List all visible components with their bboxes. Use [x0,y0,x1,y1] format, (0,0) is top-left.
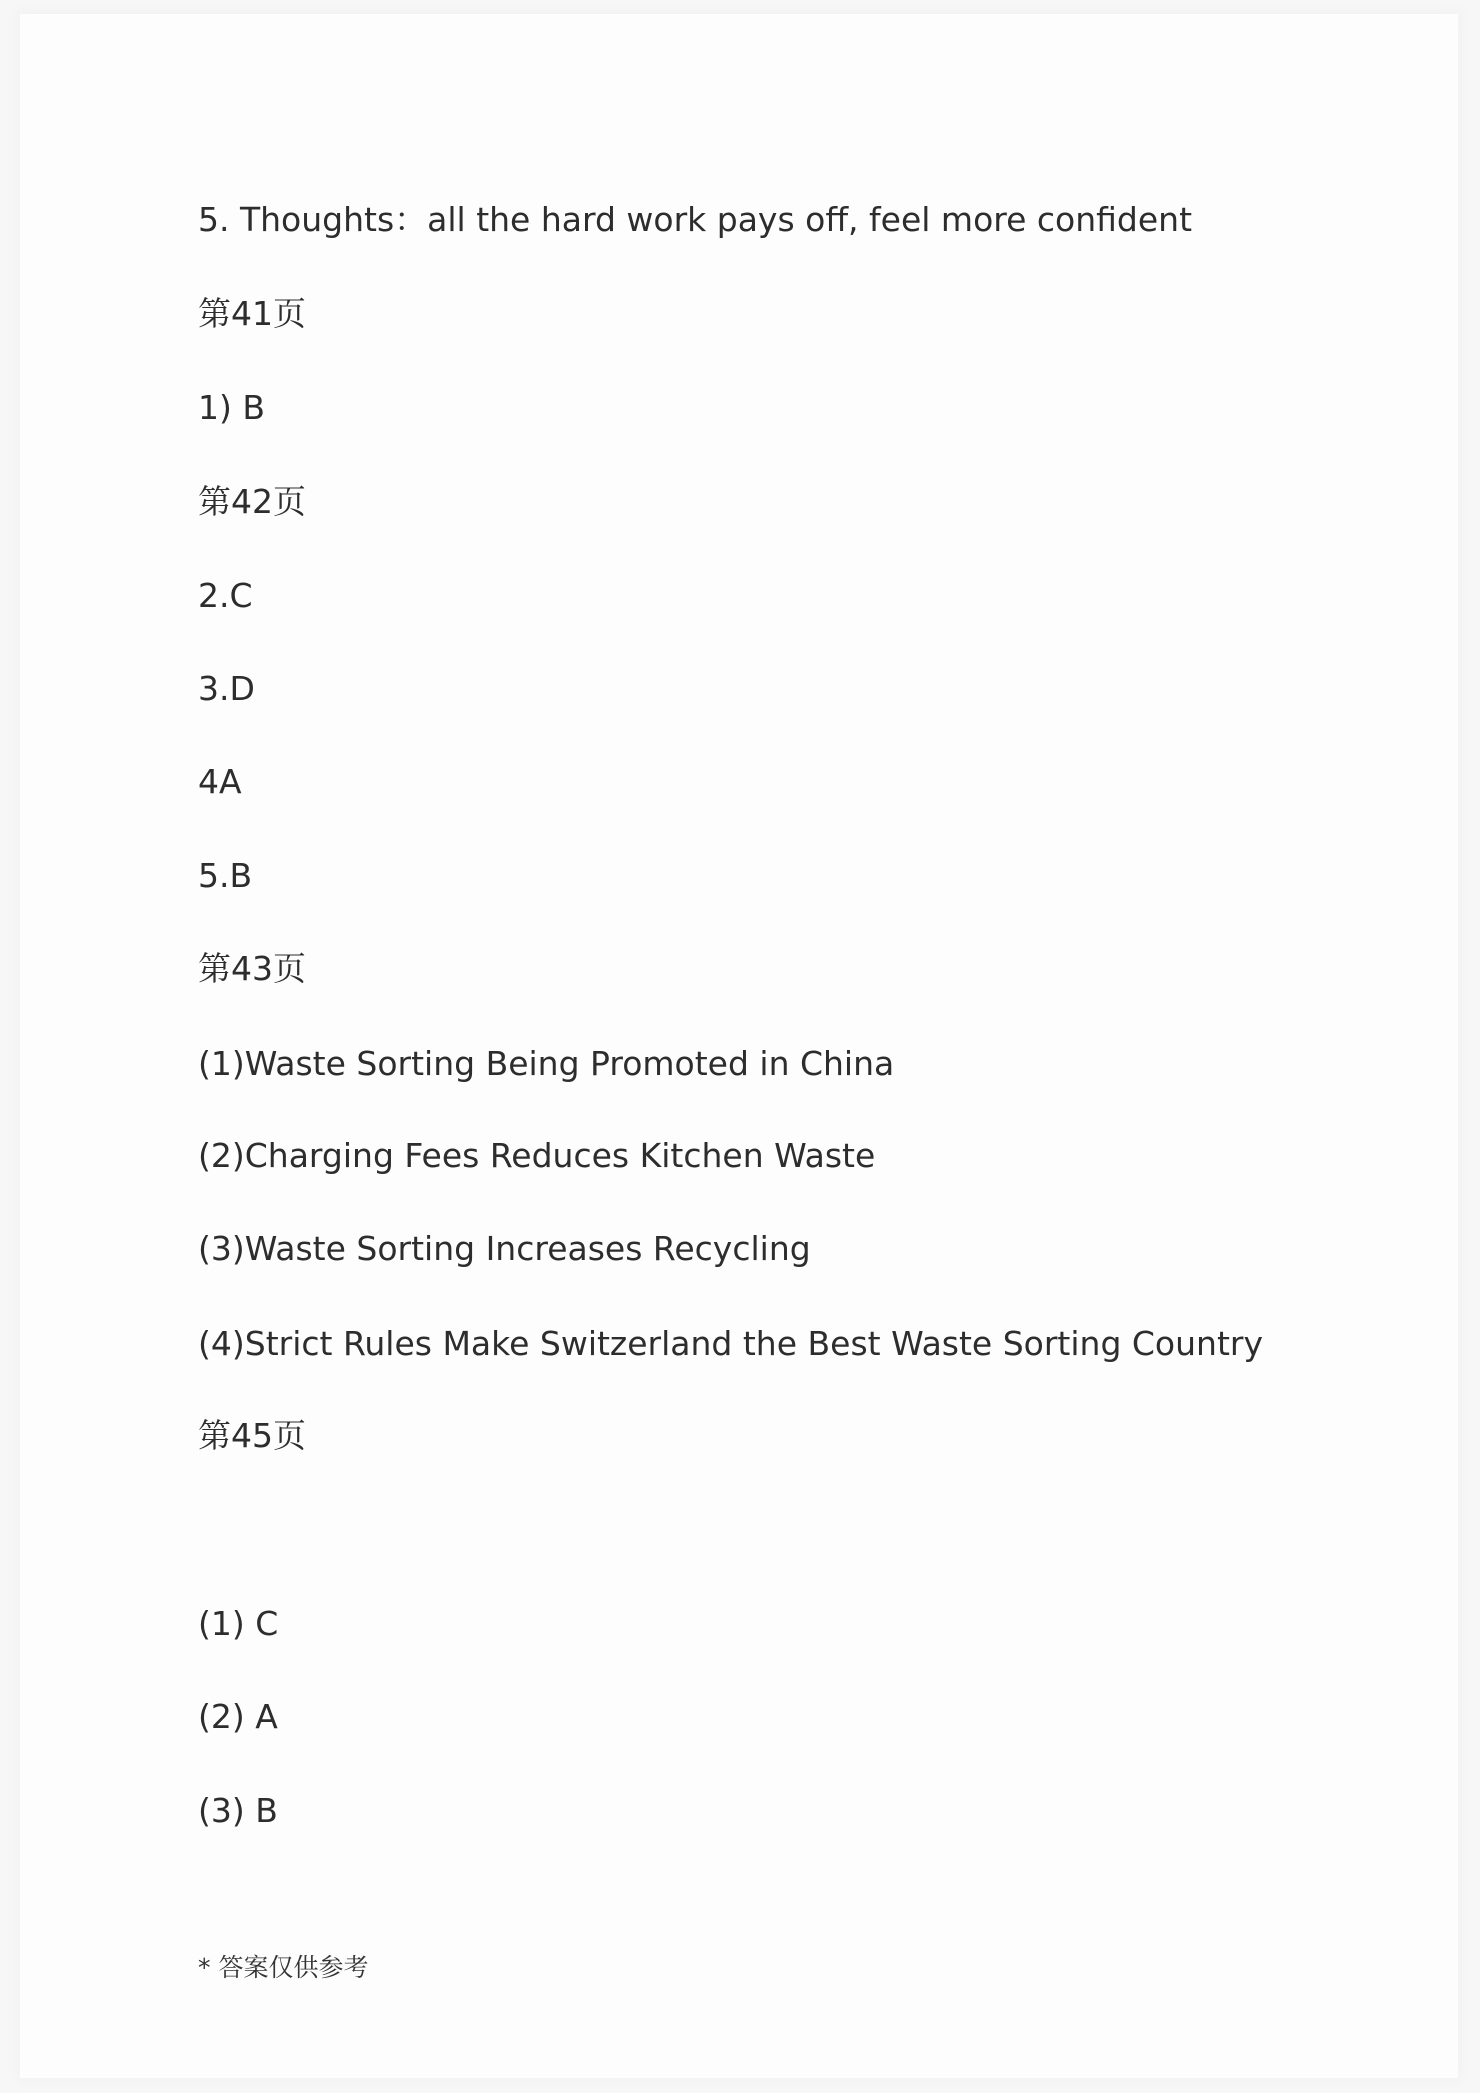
page-45-answer-1: (1) C [198,1604,279,1643]
answer-2: 2.C [198,576,253,615]
page-43-heading: 第43页 [198,949,306,988]
answer-1: 1) B [198,388,265,427]
page-45-heading: 第45页 [198,1416,306,1455]
answer-5: 5.B [198,856,253,895]
title-answer-4: (4)Strict Rules Make Switzerland the Best Waste Sorting Country [198,1324,1263,1363]
title-answer-3: (3)Waste Sorting Increases Recycling [198,1229,811,1268]
page-45-answer-3: (3) B [198,1791,278,1830]
page-45-answer-2: (2) A [198,1697,278,1736]
page-41-heading: 第41页 [198,294,306,333]
document-page [20,14,1458,2078]
thoughts-line: 5. Thoughts：all the hard work pays off, feel more confident [198,200,1193,239]
page-42-heading: 第42页 [198,482,306,521]
answer-3: 3.D [198,669,255,708]
title-answer-2: (2)Charging Fees Reduces Kitchen Waste [198,1136,876,1175]
disclaimer-note: * 答案仅供参考 [198,1953,369,1982]
answer-4: 4A [198,762,242,801]
title-answer-1: (1)Waste Sorting Being Promoted in China [198,1044,895,1083]
